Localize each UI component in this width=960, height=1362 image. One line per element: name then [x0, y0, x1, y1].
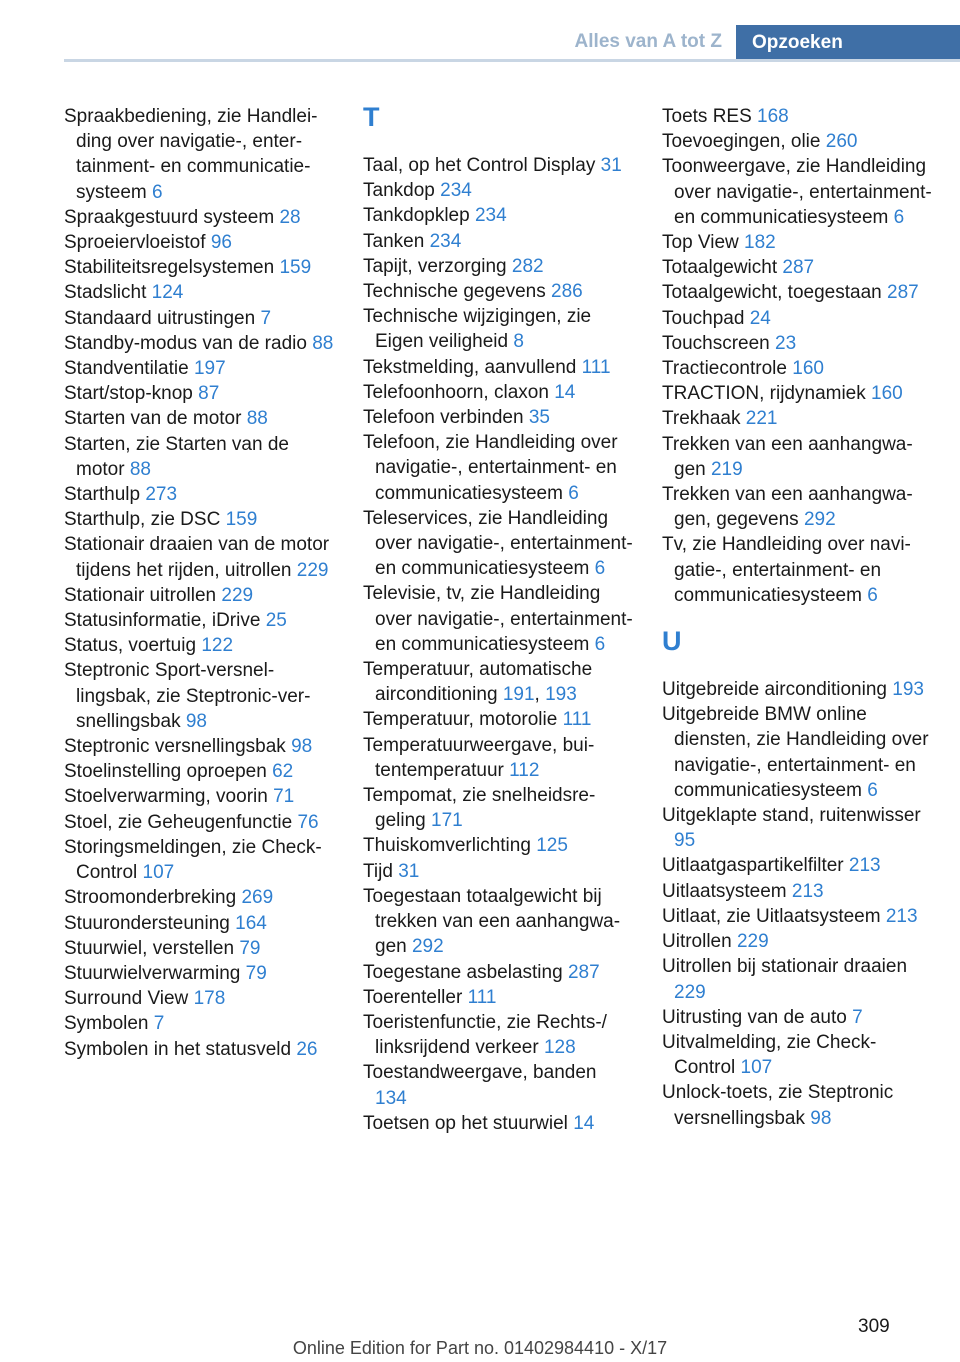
index-term: Touchpad [662, 307, 745, 329]
index-term: Toegestane asbelasting [363, 961, 563, 983]
page-link[interactable]: 88 [312, 332, 334, 354]
page-link[interactable]: 171 [431, 810, 463, 832]
index-term: Trekken van een aanhangwagen, gegevens [662, 484, 913, 531]
page-link[interactable]: 96 [210, 232, 232, 254]
page-link[interactable]: 213 [848, 855, 881, 877]
index-term: Toonweergave, zie Handleiding over navigatie-, entertainment- en communicatiesysteem [662, 156, 932, 228]
page-link[interactable]: 79 [245, 962, 267, 984]
page-link[interactable]: 182 [744, 232, 776, 254]
page-link[interactable]: 213 [791, 880, 824, 902]
page-link[interactable]: 286 [551, 281, 583, 303]
index-term: Standaard uitrustingen [64, 307, 256, 329]
index-entry [363, 985, 633, 1010]
index-entry [662, 432, 932, 482]
index-entry [662, 853, 932, 878]
index-term: Toetsen op het stuurwiel [363, 1112, 568, 1134]
index-term: Unlock-toets, zie Steptronic versnellingsbak [662, 1082, 894, 1129]
index-entry [662, 677, 932, 702]
index-entry [64, 331, 334, 356]
page-link[interactable]: 98 [810, 1107, 832, 1129]
page-link[interactable]: 234 [474, 205, 507, 227]
page-link[interactable]: 7 [260, 307, 272, 329]
index-entry [64, 306, 334, 331]
page-link[interactable]: 193 [892, 679, 924, 701]
index-entry [363, 960, 633, 985]
index-entry [363, 254, 633, 279]
index-entry [363, 355, 633, 380]
index-entry [662, 255, 932, 280]
index-entry [64, 205, 334, 230]
index-term: Thuiskomverlichting [363, 835, 531, 857]
index-entry [363, 380, 633, 405]
page-link[interactable]: 7 [153, 1013, 165, 1035]
index-entry [662, 929, 932, 954]
index-term: Stationair draaien van de motor tijdens het rijden, uitrollen [64, 534, 330, 581]
index-term: Totaalgewicht, toegestaan [662, 282, 882, 304]
page-link[interactable]: 6 [893, 206, 905, 228]
index-entry [363, 153, 633, 178]
index-term: Toestandweergave, banden [363, 1062, 597, 1084]
index-entry [662, 482, 932, 532]
section-title: Alles van A tot Z [574, 31, 722, 52]
page-link[interactable]: 159 [225, 509, 258, 531]
index-term: Uitlaatgaspartikelfilter [662, 855, 844, 877]
page-link[interactable]: 6 [152, 181, 163, 203]
index-entry [64, 986, 334, 1011]
index-entry [64, 532, 334, 582]
index-term: Tv, zie Handleiding over navigatie-, entertainment- en communicatiesysteem [662, 534, 911, 606]
index-term: Steptronic versnellingsbak [64, 736, 286, 758]
index-term: Toets RES [662, 106, 752, 127]
index-entry [64, 759, 334, 784]
index-entry [363, 304, 633, 354]
index-term: Stuurondersteuning [64, 912, 230, 934]
index-entry [64, 280, 334, 305]
index-term: Tempomat, zie snelheidsregeling [363, 785, 596, 832]
page-link[interactable]: 128 [543, 1037, 576, 1059]
section-letter: U [662, 626, 682, 657]
index-entry [662, 129, 932, 154]
index-term: Taal, op het Control Display [363, 155, 596, 176]
index-term: TRACTION, rijdynamiek [662, 383, 866, 405]
index-term: Stoel, zie Geheugenfunctie [64, 811, 293, 833]
index-entry [363, 229, 633, 254]
page-link[interactable]: 287 [782, 257, 815, 279]
index-entry [662, 154, 932, 230]
index-term: Totaalgewicht [662, 257, 778, 279]
page-link[interactable]: 269 [241, 887, 274, 909]
index-entry [64, 104, 334, 205]
page-link[interactable]: 6 [594, 558, 606, 580]
page-link[interactable]: 178 [193, 988, 226, 1010]
page-link[interactable]: 7 [852, 1006, 863, 1028]
index-entry: Temperatuur, automatische airconditioning 191, 193 [363, 659, 593, 706]
page-link[interactable]: 159 [279, 257, 312, 279]
page-link[interactable]: 168 [757, 106, 789, 127]
index-entry [64, 1037, 334, 1062]
index-term: Tekstmelding, aanvullend [363, 356, 577, 378]
index-term: Technische wijzigingen, zie Eigen veiligheid [363, 306, 592, 353]
index-term: Statusinformatie, iDrive [64, 610, 261, 632]
index-term: Stadslicht [64, 282, 147, 304]
index-entry [64, 432, 334, 482]
index-term: Symbolen [64, 1013, 149, 1035]
index-term: Uitlaatsysteem [662, 880, 787, 902]
index-term: Trekken van een aanhangwagen [662, 433, 913, 480]
index-entry [662, 1005, 932, 1030]
index-entry [363, 884, 633, 960]
index-entry [64, 936, 334, 961]
page-link[interactable]: 35 [528, 407, 550, 429]
page-link[interactable]: 213 [885, 905, 918, 927]
index-term: Top View [662, 232, 739, 254]
page-link[interactable]: 229 [736, 931, 769, 953]
index-term: Telefoonhoorn, claxon [363, 381, 549, 403]
page-link[interactable]: 24 [749, 307, 771, 329]
page-link[interactable]: 125 [536, 835, 568, 857]
index-entry [363, 581, 633, 657]
index-entry [363, 783, 633, 833]
page-link[interactable]: 8 [513, 331, 524, 353]
index-term: Stoelverwarming, voorin [64, 786, 268, 808]
page-link[interactable]: 134 [375, 1087, 407, 1109]
index-entry [64, 961, 334, 986]
page-header [64, 25, 960, 62]
index-entry [363, 1111, 633, 1136]
index-term: Starthulp, zie DSC [64, 509, 221, 531]
page-link[interactable]: 88 [129, 458, 151, 480]
index-term: Temperatuurweergave, buitentemperatuur [363, 734, 595, 781]
index-entry [64, 784, 334, 809]
index-term: Surround View [64, 988, 189, 1010]
page-link[interactable]: 14 [573, 1112, 595, 1134]
index-term: Trekhaak [662, 408, 741, 430]
page-link[interactable]: 23 [775, 332, 797, 354]
index-entry [64, 1011, 334, 1036]
index-term: Touchscreen [662, 332, 770, 354]
chapter-tab[interactable]: Opzoeken [736, 25, 960, 62]
index-term: Starthulp [64, 484, 141, 506]
index-term: Uitvalmelding, zie Check-Control [662, 1031, 877, 1079]
index-term: Starten van de motor [64, 408, 242, 430]
index-term: Temperatuur, motorolie [363, 709, 558, 731]
index-entry [64, 734, 334, 759]
index-entry [363, 859, 633, 884]
index-term: Tractiecontrole [662, 358, 787, 380]
index-column-1 [64, 104, 334, 1062]
page-link[interactable]: 234 [429, 230, 462, 252]
page-link[interactable]: 160 [871, 383, 903, 405]
index-entry [662, 406, 932, 431]
header-divider [64, 59, 960, 62]
index-entry [662, 1030, 932, 1080]
index-term: Uitgebreide airconditioning [662, 679, 887, 701]
index-entry [662, 381, 932, 406]
page-link[interactable]: 111 [562, 709, 592, 731]
page-link[interactable]: 111 [581, 356, 611, 378]
page-link[interactable]: 229 [221, 584, 254, 606]
index-term: Uitgebreide BMW online diensten, zie Handleiding over navigatie-, entertainment- en communicatiesysteem [662, 704, 929, 801]
index-term: Tapijt, verzorging [363, 255, 507, 277]
page-link[interactable]: 124 [151, 282, 184, 304]
index-entry [662, 879, 932, 904]
page-link[interactable]: 87 [198, 383, 220, 405]
index-entry [64, 406, 334, 431]
page-number: 309 [858, 1316, 890, 1337]
index-term: Sproeiervloeistof [64, 232, 206, 254]
index-term: Telefoon, zie Handleiding over navigatie-, entertainment- en communicatiesysteem [363, 432, 618, 504]
index-entry [64, 356, 334, 381]
page-link[interactable]: 112 [509, 759, 540, 781]
index-term: Uitlaat, zie Uitlaatsysteem [662, 905, 881, 927]
page-link[interactable]: 221 [745, 408, 778, 430]
page-link[interactable]: 282 [511, 255, 544, 277]
index-term: Spraakgestuurd systeem [64, 206, 275, 228]
index-term: Stabiliteitsregelsystemen [64, 257, 275, 279]
page-link[interactable]: 122 [201, 635, 234, 657]
index-term: Stroomonderbreking [64, 887, 237, 909]
page-link[interactable]: 273 [145, 484, 178, 506]
index-term: Tijd [363, 860, 393, 882]
page-link[interactable]: 79 [239, 937, 261, 959]
index-term: Tankdopklep [363, 205, 470, 227]
index-entry [64, 608, 334, 633]
index-term: Stationair uitrollen [64, 584, 217, 606]
index-term: Spraakbediening, zie Handleiding over navigatie-, entertainment- en communicatiesysteem [64, 106, 318, 203]
index-entry [662, 1080, 932, 1130]
index-term: Tanken [363, 230, 425, 252]
index-entry [363, 1010, 633, 1060]
page-link[interactable]: 219 [710, 458, 743, 480]
index-entry [64, 255, 334, 280]
index-term: Standventilatie [64, 358, 189, 380]
index-entry [64, 583, 334, 608]
page-link[interactable]: 98 [185, 710, 207, 732]
index-term: Stuurwiel, verstellen [64, 937, 235, 959]
index-column-2 [363, 104, 633, 1136]
page-link[interactable]: 76 [297, 811, 319, 833]
page-link[interactable]: 62 [272, 761, 294, 783]
index-entry [662, 904, 932, 929]
page-link[interactable]: 260 [825, 131, 858, 153]
page-link[interactable]: 25 [265, 610, 287, 632]
section-letter: T [363, 102, 380, 132]
page-link[interactable]: 160 [792, 358, 824, 380]
index-term: Teleservices, zie Handleiding over navigatie-, entertainment- en communicatiesysteem [363, 507, 633, 580]
index-entry [64, 835, 334, 885]
index-entry [64, 885, 334, 910]
index-term: Telefoon verbinden [363, 407, 524, 429]
index-entry [64, 810, 334, 835]
page-link[interactable]: 6 [568, 482, 579, 504]
index-entry [64, 381, 334, 406]
index-column-3 [662, 104, 932, 1131]
page-link[interactable]: 229 [674, 981, 706, 1003]
index-term: Uitgeklapte stand, ruitenwisser [662, 805, 921, 827]
page-link[interactable]: 26 [296, 1038, 318, 1060]
page-link[interactable]: 193 [545, 684, 577, 706]
index-term: Uitrusting van de auto [662, 1006, 847, 1028]
page-link[interactable]: 292 [411, 936, 444, 958]
index-entry [64, 658, 334, 734]
index-term: Start/stop-knop [64, 383, 193, 405]
index-entry [662, 280, 932, 305]
index-entry [363, 279, 633, 304]
page-link[interactable]: 98 [291, 736, 313, 758]
index-term: Uitrollen bij stationair draaien [662, 956, 908, 978]
index-entry [662, 702, 932, 803]
index-term: Toeristenfunctie, zie Rechts-/ linksrijdend verkeer [363, 1011, 607, 1059]
index-entry [363, 506, 633, 582]
index-entry [662, 331, 932, 356]
index-term: Tankdop [363, 180, 435, 202]
page-link[interactable]: 31 [600, 155, 622, 176]
index-term: Symbolen in het statusveld [64, 1038, 292, 1060]
index-entry [64, 230, 334, 255]
index-term: Uitrollen [662, 931, 732, 953]
index-term: Toerenteller [363, 986, 463, 1008]
page-link[interactable]: 6 [867, 779, 878, 801]
index-term: Steptronic Sport-versnellingsbak, zie Steptronic-versnellingsbak [64, 660, 311, 732]
page-link[interactable]: 6 [594, 633, 606, 655]
index-term: Stuurwielverwarming [64, 962, 241, 984]
index-entry [662, 954, 932, 1004]
index-term: Standby-modus van de radio [64, 332, 307, 354]
index-entry [363, 203, 633, 228]
page-link[interactable]: 88 [246, 408, 268, 430]
index-entry [363, 707, 633, 732]
page-link[interactable]: 6 [867, 584, 878, 606]
page-link[interactable]: 28 [279, 206, 301, 228]
page-link[interactable]: 287 [887, 282, 919, 304]
index-entry [363, 1060, 633, 1110]
index-entry [363, 833, 633, 858]
index-term: Temperatuur, automatische airconditioning [363, 659, 593, 706]
page-link[interactable]: 107 [142, 862, 175, 884]
index-entry [363, 733, 633, 783]
index-entry [662, 230, 932, 255]
page-link[interactable]: 229 [296, 559, 329, 581]
index-term: Starten, zie Starten van de motor [64, 433, 289, 480]
page-link[interactable]: 292 [803, 509, 836, 531]
index-entry [363, 430, 633, 506]
index-entry [64, 911, 334, 936]
index-term: Televisie, tv, zie Handleiding over navigatie-, entertainment- en communicatiesysteem [363, 583, 633, 655]
page-link[interactable]: 14 [554, 381, 576, 403]
footer-edition: Online Edition for Part no. 01402984410 - X/17 [292, 1338, 668, 1358]
page-link[interactable]: 191 [502, 684, 535, 706]
index-entry [64, 482, 334, 507]
index-term: Toevoegingen, olie [662, 131, 821, 153]
page-link[interactable]: 234 [440, 180, 472, 202]
index-entry [64, 633, 334, 658]
index-entry [662, 306, 932, 331]
index-term: Technische gegevens [363, 281, 546, 303]
index-entry [363, 178, 633, 203]
page-link[interactable]: 31 [398, 860, 420, 882]
index-term: Toegestaan totaalgewicht bij trekken van een aanhangwagen [363, 885, 621, 958]
index-term: Stoelinstelling oproepen [64, 761, 267, 783]
index-entry [363, 405, 633, 430]
index-entry [662, 356, 932, 381]
page-link[interactable]: 71 [273, 786, 295, 808]
index-entry [662, 532, 932, 608]
index-term: Storingsmeldingen, zie Check-Control [64, 836, 322, 884]
page-link[interactable]: 111 [467, 986, 497, 1008]
page-link[interactable]: 164 [235, 912, 267, 934]
page-link[interactable]: 197 [193, 358, 226, 380]
page-link[interactable]: 287 [567, 961, 600, 983]
index-entry [64, 507, 334, 532]
index-entry [662, 104, 932, 129]
page-link[interactable]: 107 [740, 1057, 773, 1079]
index-entry [662, 803, 932, 853]
index-term: Status, voertuig [64, 635, 197, 657]
page-link[interactable]: 95 [674, 830, 696, 852]
